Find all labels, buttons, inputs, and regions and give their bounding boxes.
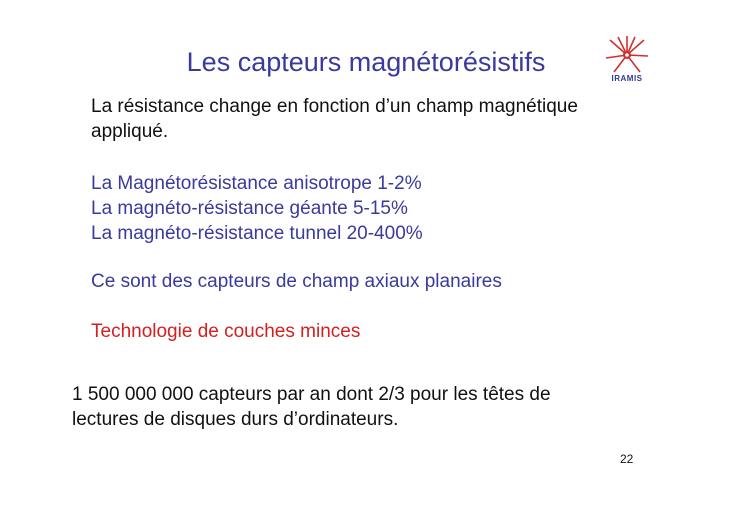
intro-line-2: appliqué. <box>91 121 169 142</box>
star-burst-icon <box>604 34 650 76</box>
intro-line-1: La résistance change en fonction d’un champ magnétique <box>91 96 578 117</box>
effect-tunnel: La magnéto-résistance tunnel 20-400% <box>91 223 423 244</box>
iramis-logo <box>604 34 650 86</box>
page-number: 22 <box>620 452 634 466</box>
effect-giant: La magnéto-résistance géante 5-15% <box>91 198 408 219</box>
axial-note: Ce sont des capteurs de champ axiaux planaires <box>91 271 502 292</box>
technology-note: Technologie de couches minces <box>91 321 361 342</box>
slide-title: Les capteurs magnétorésistifs <box>186 47 546 77</box>
logo-text: IRAMIS <box>611 74 643 83</box>
market-line-2: lectures de disques durs d’ordinateurs. <box>72 409 399 430</box>
market-line-1: 1 500 000 000 capteurs par an dont 2/3 pour les têtes de <box>72 384 551 405</box>
effect-anisotropic: La Magnétorésistance anisotrope 1-2% <box>91 173 422 194</box>
